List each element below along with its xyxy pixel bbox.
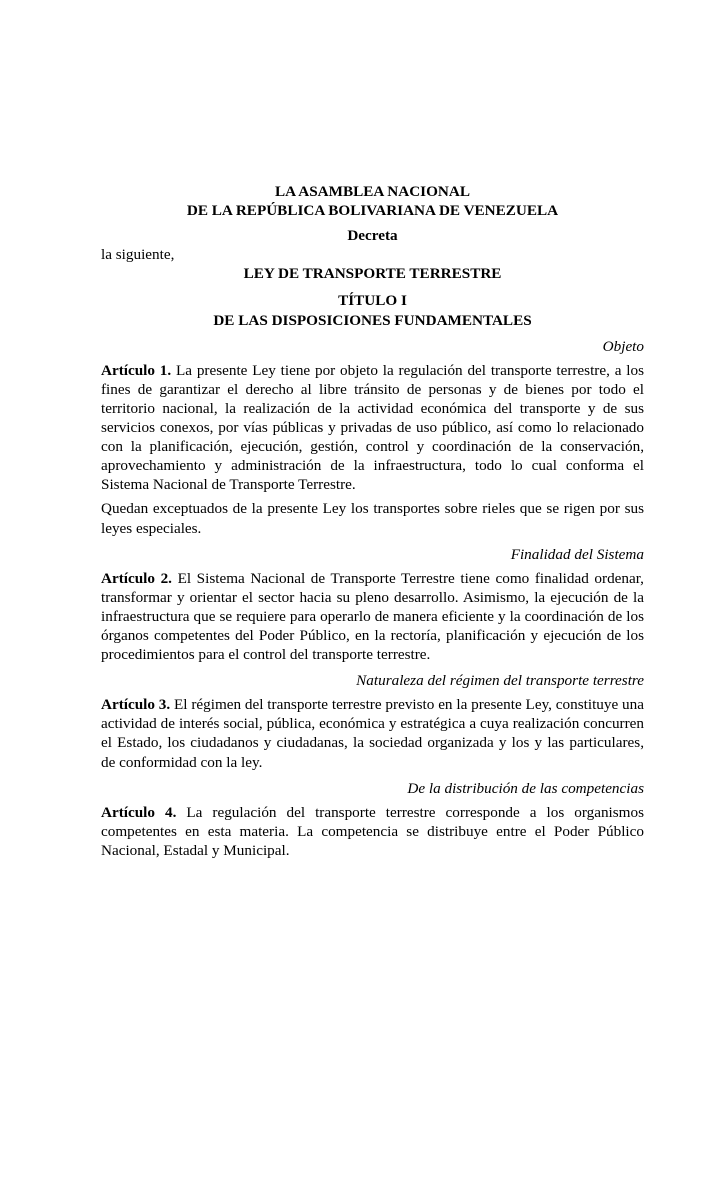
- article-4-label: Artículo 4.: [101, 803, 177, 821]
- article-3-text: El régimen del transporte terrestre previsto en la presente Ley, constituye una actividad de interés social, pública, económica y estratégica a cuya realización concurren el Estado, los ciudadanos y ciudadanas, la sociedad organizada y los y las particulares, de conformidad con la ley.: [101, 696, 644, 771]
- article-2-heading: Finalidad del Sistema: [510, 545, 644, 563]
- article-2-label: Artículo 2.: [101, 569, 172, 587]
- article-1-extra: Quedan exceptuados de la presente Ley los transportes sobre rieles que se rigen por sus leyes especiales.: [101, 500, 644, 537]
- article-2-paragraph: [101, 569, 644, 664]
- article-3-label: Artículo 3.: [101, 696, 171, 714]
- law-title: LEY DE TRANSPORTE TERRESTRE: [243, 265, 502, 283]
- article-3-heading: Naturaleza del régimen del transporte terrestre: [356, 672, 644, 690]
- header-decreta: Decreta: [347, 227, 398, 245]
- header-asamblea: LA ASAMBLEA NACIONAL: [275, 183, 470, 200]
- titulo-name: DE LAS DISPOSICIONES FUNDAMENTALES: [213, 311, 532, 329]
- intro-text: la siguiente,: [101, 246, 175, 264]
- article-2-text: El Sistema Nacional de Transporte Terrestre tiene como finalidad ordenar, transformar y orientar el sector hacia su pleno desarrollo. Asimismo, la ejecución de la infraestructura que se requiere para operarlo de manera eficiente y la coordinación de los órganos competentes del Poder Público, en la rectoría, planificación y ejecución de los procedimientos para el control del transporte terrestre.: [101, 569, 644, 664]
- article-1-label: Artículo 1.: [101, 361, 172, 379]
- article-1-paragraph: [101, 361, 644, 495]
- document-body: [101, 182, 644, 860]
- article-3-paragraph: [101, 695, 644, 771]
- header-republica: DE LA REPÚBLICA BOLIVARIANA DE VENEZUELA: [186, 202, 559, 220]
- article-1-text: La presente Ley tiene por objeto la regulación del transporte terrestre, a los fines de garantizar el derecho al libre tránsito de personas y de bienes por todo el territorio nacional, la realización de la actividad económica del transporte y de sus servicios conexos, por vías públicas y privadas de uso público, así como lo relacionado con la planificación, ejecución, gestión, control y coordinación de la conservación, aprovechamiento y administración de la infraestructura, todo lo cual conforma el Sistema Nacional de Transporte Terrestre.: [101, 361, 644, 494]
- article-4-paragraph: [101, 803, 644, 860]
- article-1-heading: Objeto: [602, 337, 644, 355]
- article-4-text: La regulación del transporte terrestre corresponde a los organismos competentes en esta materia. La competencia se distribuye entre el Poder Público Nacional, Estadal y Municipal.: [101, 803, 644, 859]
- titulo-number: TÍTULO I: [338, 292, 407, 310]
- article-4-heading: De la distribución de las competencias: [407, 779, 644, 797]
